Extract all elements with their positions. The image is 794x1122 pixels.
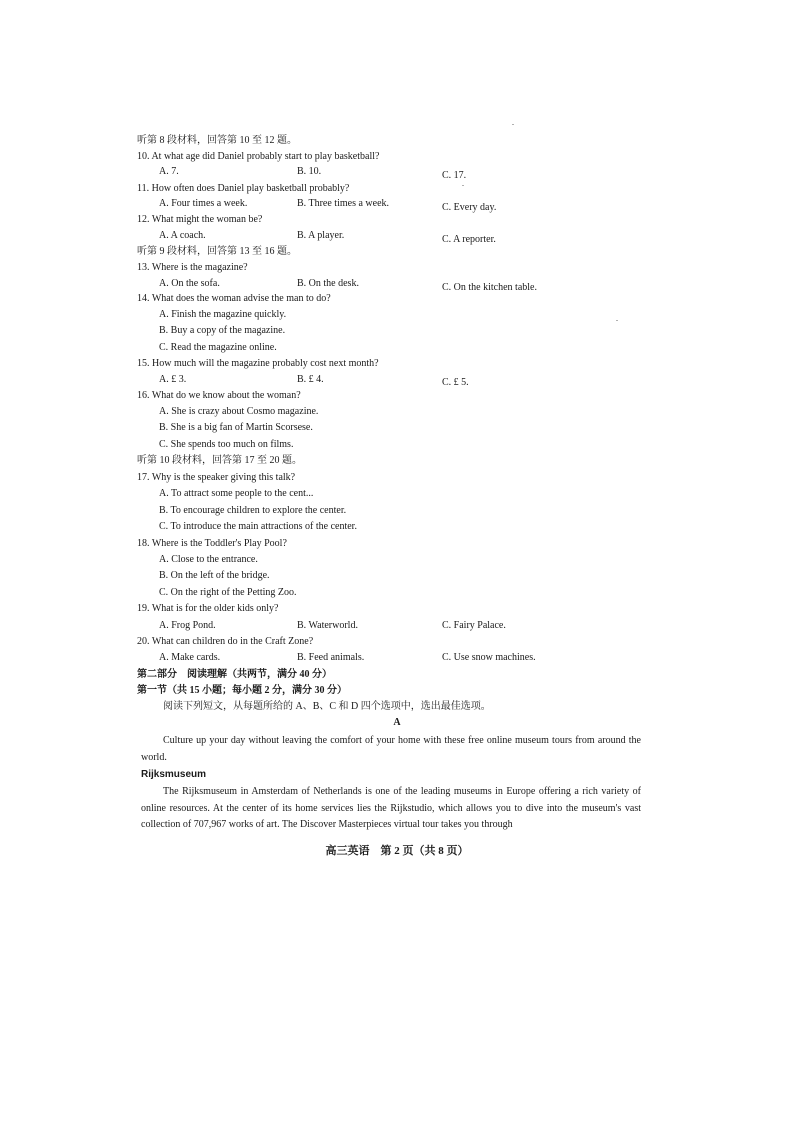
- scan-speck: [616, 320, 618, 321]
- question-11: 11. How often does Daniel play basketball probably?: [137, 183, 350, 194]
- question-19-option-c: C. Fairy Palace.: [442, 620, 506, 631]
- question-11-option-b: B. Three times a week.: [297, 198, 390, 209]
- question-10-option-b: B. 10.: [297, 166, 322, 177]
- question-13-option-a: A. On the sofa.: [159, 278, 220, 289]
- passage-intro: Culture up your day without leaving the comfort of your home with these free online museum tours from around the world.: [141, 735, 641, 763]
- question-15-option-c: C. £ 5.: [442, 377, 469, 388]
- reading-instruction: 阅读下列短文，从每题所给的 A、B、C 和 D 四个选项中，选出最佳选项。: [163, 701, 491, 712]
- listening-set-8-instruction: 听第 8 段材料，回答第 10 至 12 题。: [137, 135, 297, 146]
- question-10-option-c: C. 17.: [442, 170, 467, 181]
- question-16-option-a: A. She is crazy about Cosmo magazine.: [159, 406, 319, 417]
- question-10-option-a: A. 7.: [159, 166, 179, 177]
- scan-speck: [512, 124, 514, 125]
- question-14-option-c: C. Read the magazine online.: [159, 342, 277, 353]
- scan-speck: [462, 185, 464, 186]
- question-18-option-b: B. On the left of the bridge.: [159, 570, 270, 581]
- question-13-option-b: B. On the desk.: [297, 278, 359, 289]
- question-14-option-a: A. Finish the magazine quickly.: [159, 309, 287, 320]
- question-17-option-b: B. To encourage children to explore the center.: [159, 505, 347, 516]
- question-18: 18. Where is the Toddler's Play Pool?: [137, 538, 287, 549]
- question-13: 13. Where is the magazine?: [137, 262, 248, 273]
- listening-set-10-instruction: 听第 10 段材料，回答第 17 至 20 题。: [137, 455, 302, 466]
- question-14: 14. What does the woman advise the man to do?: [137, 293, 331, 304]
- question-15-option-a: A. £ 3.: [159, 374, 187, 385]
- question-11-option-c: C. Every day.: [442, 202, 497, 213]
- question-12-option-c: C. A reporter.: [442, 234, 496, 245]
- question-12-option-a: A. A coach.: [159, 230, 206, 241]
- listening-set-9-instruction: 听第 9 段材料，回答第 13 至 16 题。: [137, 246, 297, 257]
- question-11-option-a: A. Four times a week.: [159, 198, 248, 209]
- question-17-option-a: A. To attract some people to the cent...: [159, 488, 314, 499]
- question-17: 17. Why is the speaker giving this talk?: [137, 472, 296, 483]
- page-footer: 高三英语 第 2 页（共 8 页）: [325, 845, 469, 857]
- question-20-option-b: B. Feed animals.: [297, 652, 365, 663]
- question-15: 15. How much will the magazine probably cost next month?: [137, 358, 379, 369]
- question-20: 20. What can children do in the Craft Zone?: [137, 636, 314, 647]
- question-18-option-a: A. Close to the entrance.: [159, 554, 258, 565]
- question-20-option-c: C. Use snow machines.: [442, 652, 536, 663]
- question-17-option-c: C. To introduce the main attractions of the center.: [159, 521, 357, 532]
- part-2-heading: 第二部分 阅读理解（共两节，满分 40 分）: [137, 669, 332, 680]
- question-12: 12. What might the woman be?: [137, 214, 263, 225]
- question-18-option-c: C. On the right of the Petting Zoo.: [159, 587, 297, 598]
- question-10: 10. At what age did Daniel probably start to play basketball?: [137, 151, 380, 162]
- question-19: 19. What is for the older kids only?: [137, 603, 279, 614]
- passage-letter: A: [393, 717, 401, 728]
- question-12-option-b: B. A player.: [297, 230, 345, 241]
- question-19-option-a: A. Frog Pond.: [159, 620, 216, 631]
- question-15-option-b: B. £ 4.: [297, 374, 324, 385]
- question-16: 16. What do we know about the woman?: [137, 390, 301, 401]
- section-1-heading: 第一节（共 15 小题；每小题 2 分，满分 30 分）: [137, 685, 347, 696]
- question-14-option-b: B. Buy a copy of the magazine.: [159, 325, 286, 336]
- question-13-option-c: C. On the kitchen table.: [442, 282, 537, 293]
- question-16-option-c: C. She spends too much on films.: [159, 439, 294, 450]
- question-16-option-b: B. She is a big fan of Martin Scorsese.: [159, 422, 313, 433]
- passage-heading: Rijksmuseum: [141, 769, 207, 780]
- question-19-option-b: B. Waterworld.: [297, 620, 358, 631]
- passage-body: The Rijksmuseum in Amsterdam of Netherlands is one of the leading museums in Europe offering a rich variety of online resources. At the center of its home services lies the Rijkstudio, which allows you to dive into the museum's vast collection of 707,967 works of art. The Discover Masterpieces virtual tour takes you through: [141, 786, 641, 830]
- question-20-option-a: A. Make cards.: [159, 652, 221, 663]
